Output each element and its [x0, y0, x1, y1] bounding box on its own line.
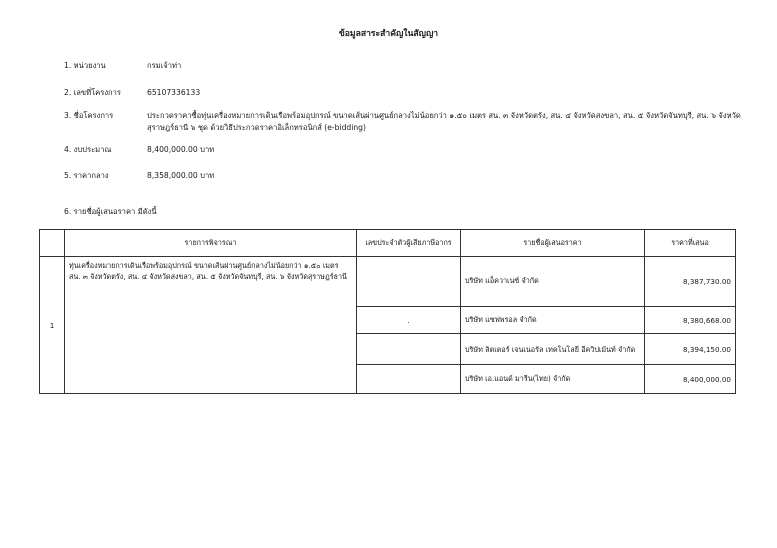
header-bidder: รายชื่อผู้เสนอราคา [461, 230, 645, 257]
bidder-name: บริษัท แซฟพรอล จำกัด [461, 307, 645, 334]
bidder-name: บริษัท เอ.แอนด์ มารีน(ไทย) จำกัด [461, 365, 645, 394]
budget-label: 4. งบประมาณ [64, 145, 112, 154]
header-tax-id: เลขประจำตัวผู้เสียภาษีอากร [357, 230, 461, 257]
bid-price: 8,400,000.00 [645, 365, 736, 394]
tax-id-cell: . [357, 307, 461, 334]
bidder-name: บริษัท ลิตเตอร์ เจนเนอรัล เทคโนโลยี อีควิปเม้นท์ จำกัด [461, 334, 645, 365]
bidder-name: บริษัท แอ็ควาเนซ์ จำกัด [461, 257, 645, 307]
median-price-label: 5. ราคากลาง [64, 171, 109, 180]
budget-value: 8,400,000.00 บาท [147, 145, 215, 154]
agency-value: กรมเจ้าท่า [147, 61, 182, 70]
agency-label: 1. หน่วยงาน [64, 61, 106, 70]
bid-price: 8,380,668.00 [645, 307, 736, 334]
bid-price: 8,394,150.00 [645, 334, 736, 365]
bidders-heading: 6. รายชื่อผู้เสนอราคา มีดังนี้ [64, 207, 157, 216]
project-no-value: 65107336133 [147, 88, 201, 97]
bid-price: 8,387,730.00 [645, 257, 736, 307]
tax-id-cell [357, 365, 461, 394]
table-row [40, 257, 736, 307]
tax-id-cell [357, 257, 461, 307]
header-price: ราคาที่เสนอ [645, 230, 736, 257]
item-description: ทุ่นเครื่องหมายการเดินเรือพร้อมอุปกรณ์ ขนาดเส้นผ่านศูนย์กลางไม่น้อยกว่า ๑.๕๐ เมตร สน. ๓ จังหวัดตรัง, สน. ๔ จังหวัดสงขลา, สน. ๕ จังหวัดจันทบุรี, สน. ๖ จังหวัดสุราษฎร์ธานี [65, 257, 357, 394]
item-number: 1 [40, 257, 65, 394]
bidders-table [39, 229, 736, 394]
table-header-row [40, 230, 736, 257]
median-price-value: 8,358,000.00 บาท [147, 171, 215, 180]
tax-id-cell [357, 334, 461, 365]
header-item: รายการพิจารณา [65, 230, 357, 257]
document-title: ข้อมูลสาระสำคัญในสัญญา [338, 29, 439, 39]
project-name-value: ประกวดราคาซื้อทุ่นเครื่องหมายการเดินเรือพร้อมอุปกรณ์ ขนาดเส้นผ่านศูนย์กลางไม่น้อยกว่า ๑.๕๐ เมตร สน. ๓ จังหวัดตรัง, สน. ๔ จังหวัดสงขลา, สน. ๕ จังหวัดจันทบุรี, สน. ๖ จังหวัดสุราษฎร์ธานี ๖ ชุด ด้วยวิธีประกวดราคาอิเล็กทรอนิกส์ (e-bidding) [147, 111, 741, 132]
header-no [40, 230, 65, 257]
project-name-label: 3. ชื่อโครงการ [64, 111, 114, 120]
project-no-label: 2. เลขที่โครงการ [64, 88, 121, 97]
